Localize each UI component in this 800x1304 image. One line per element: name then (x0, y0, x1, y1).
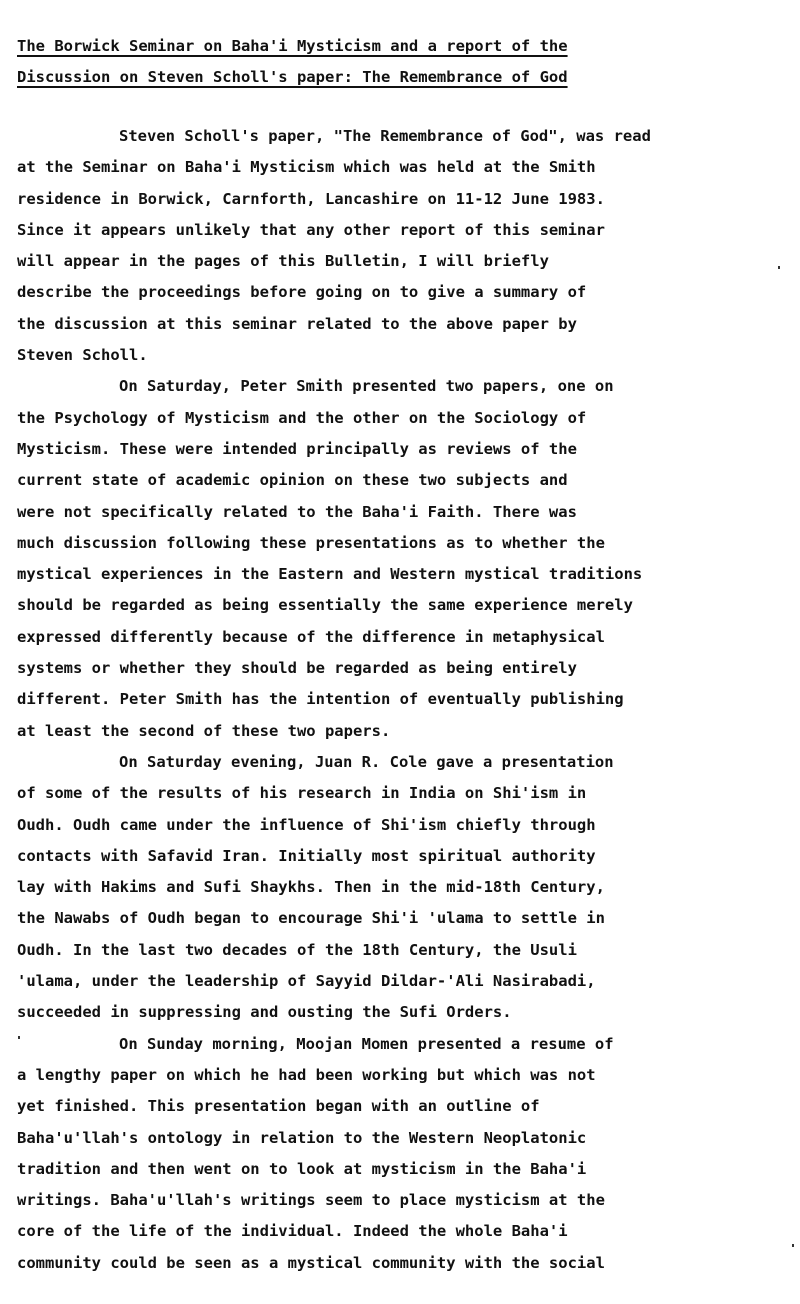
body-line: residence in Borwick, Carnforth, Lancashire on 11-12 June 1983. (17, 189, 605, 208)
title-line-2: Discussion on Steven Scholl's paper: The Remembrance of God (17, 68, 568, 86)
body-line: describe the proceedings before going on to give a summary of (17, 283, 587, 302)
body-line: On Saturday, Peter Smith presented two papers, one on (119, 377, 614, 396)
body-line: contacts with Safavid Iran. Initially most spiritual authority (17, 846, 596, 865)
body-line: current state of academic opinion on these two subjects and (17, 471, 568, 490)
body-line: the Nawabs of Oudh began to encourage Shi'i 'ulama to settle in (17, 909, 605, 928)
body-line: Mysticism. These were intended principally as reviews of the (17, 439, 577, 458)
body-line: much discussion following these presentations as to whether the (17, 533, 605, 552)
title-line-1: The Borwick Seminar on Baha'i Mysticism and a report of the (17, 37, 568, 55)
body-line: 'ulama, under the leadership of Sayyid Dildar-'Ali Nasirabadi, (17, 972, 596, 991)
body-line: Since it appears unlikely that any other report of this seminar (17, 220, 605, 239)
body-line: at least the second of these two papers. (17, 721, 391, 740)
body-line: tradition and then went on to look at mysticism in the Baha'i (17, 1159, 587, 1178)
body-line: of some of the results of his research in India on Shi'ism in (17, 784, 587, 803)
body-line: lay with Hakims and Sufi Shaykhs. Then in the mid-18th Century, (17, 878, 605, 897)
body-line: succeeded in suppressing and ousting the Sufi Orders. (17, 1003, 512, 1022)
body-line: community could be seen as a mystical community with the social (17, 1253, 605, 1272)
body-line: systems or whether they should be regarded as being entirely (17, 659, 577, 678)
body-line: core of the life of the individual. Indeed the whole Baha'i (17, 1222, 568, 1241)
body-line: expressed differently because of the difference in metaphysical (17, 627, 605, 646)
body-line: Baha'u'llah's ontology in relation to the Western Neoplatonic (17, 1128, 587, 1147)
scan-speck (778, 266, 780, 269)
body-line: Steven Scholl's paper, "The Remembrance of God", was read (119, 127, 651, 145)
body-line: a lengthy paper on which he had been working but which was not (17, 1065, 596, 1084)
body-line: yet finished. This presentation began with an outline of (17, 1097, 540, 1116)
scan-speck (18, 1036, 20, 1039)
body-line: at the Seminar on Baha'i Mysticism which was held at the Smith (17, 158, 596, 177)
body-line: should be regarded as being essentially the same experience merely (17, 596, 633, 615)
body-line: mystical experiences in the Eastern and Western mystical traditions (17, 565, 643, 584)
body-line: On Saturday evening, Juan R. Cole gave a presentation (119, 752, 614, 771)
body-line: On Sunday morning, Moojan Momen presented a resume of (119, 1034, 614, 1053)
body-line: were not specifically related to the Baha'i Faith. There was (17, 502, 577, 521)
scan-speck (792, 1244, 794, 1247)
document-body (17, 121, 651, 1279)
document-title (17, 31, 568, 93)
body-line: will appear in the pages of this Bulletin, I will briefly (17, 252, 549, 271)
body-line: writings. Baha'u'llah's writings seem to place mysticism at the (17, 1191, 605, 1210)
body-line: the Psychology of Mysticism and the other on the Sociology of (17, 408, 587, 427)
body-line: Oudh. In the last two decades of the 18th Century, the Usuli (17, 940, 577, 959)
body-line: Oudh. Oudh came under the influence of Shi'ism chiefly through (17, 815, 596, 834)
body-line: Steven Scholl. (17, 346, 148, 365)
body-line: the discussion at this seminar related to the above paper by (17, 314, 577, 333)
body-line: different. Peter Smith has the intention of eventually publishing (17, 690, 624, 709)
